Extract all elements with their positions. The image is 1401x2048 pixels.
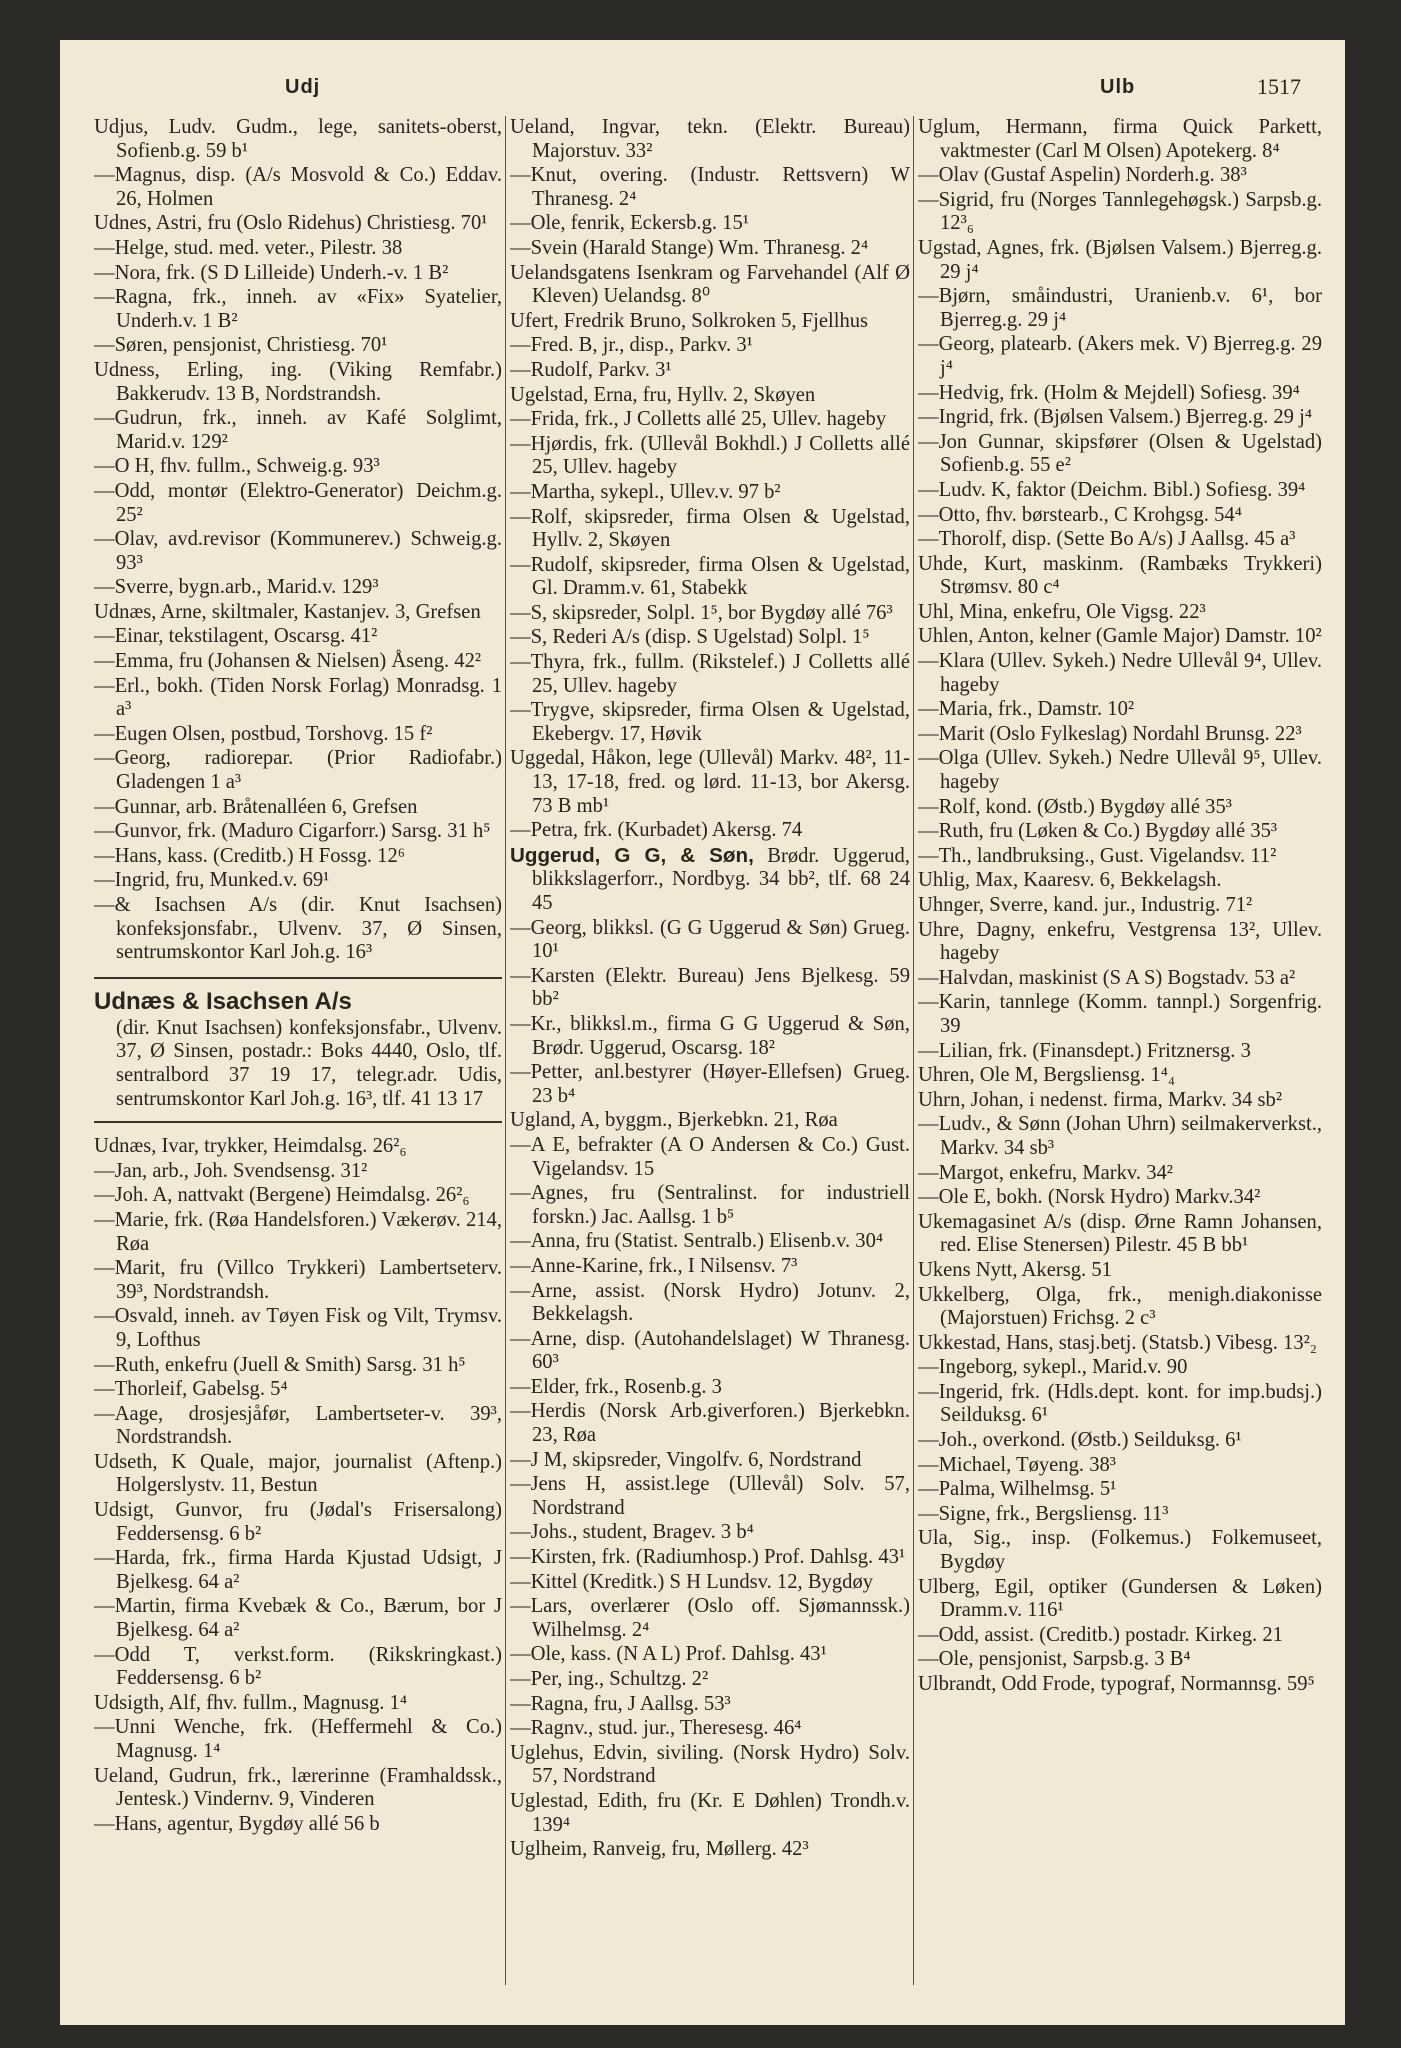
directory-entry: —Ruth, enkefru (Juell & Smith) Sarsg. 31 h⁵: [94, 1353, 466, 1376]
directory-entry: —Per, ing., Schultzg. 2²: [510, 1668, 709, 1690]
directory-entry: —Ludv., & Sønn (Johan Uhrn) seilmakerverkst., Markv. 34 sb³: [918, 1113, 1322, 1159]
directory-entry: —Ole E, bokh. (Norsk Hydro) Markv.34²: [918, 1186, 1261, 1209]
directory-entry: —Olga (Ullev. Sykeh.) Nedre Ullevål 9⁵, Ullev. hageby: [918, 747, 1322, 794]
directory-entry: Ugland, A, byggm., Bjerkebkn. 21, Røa: [510, 1109, 838, 1132]
directory-entry: —Erl., bokh. (Tiden Norsk Forlag) Monradsg. 1 a³: [94, 674, 502, 721]
directory-entry: Ukemagasinet A/s (disp. Ørne Ramn Johansen, red. Elise Stenersen) Pilestr. 45 B bb¹: [918, 1210, 1322, 1257]
directory-entry: Uhnger, Sverre, kand. jur., Industrig. 71²: [918, 894, 1253, 916]
directory-entry: —Georg, radiorepar. (Prior Radiofabr.) Gladengen 1 a³: [94, 747, 502, 794]
directory-entry: —Margot, enkefru, Markv. 34²: [918, 1161, 1173, 1184]
directory-entry: Uhlig, Max, Kaaresv. 6, Bekkelagsh.: [918, 869, 1222, 892]
directory-entry: —Karin, tannlege (Komm. tannpl.) Sorgenfrig. 39: [918, 991, 1322, 1037]
directory-entry: —Ruth, fru (Løken & Co.) Bygdøy allé 35³: [918, 820, 1278, 843]
directory-entry: —J M, skipsreder, Vingolfv. 6, Nordstrand: [510, 1448, 862, 1471]
directory-entry: —Rudolf, skipsreder, firma Olsen & Ugelstad, Gl. Dramm.v. 61, Stabekk: [510, 553, 910, 600]
directory-entry: Uglestad, Edith, fru (Kr. E Døhlen) Trondh.v. 139⁴: [510, 1789, 910, 1836]
directory-entry: —S, skipsreder, Solpl. 1⁵, bor Bygdøy allé 76³: [510, 601, 893, 624]
directory-entry: —Ole, fenrik, Eckersb.g. 15¹: [510, 212, 749, 235]
directory-entry: —Klara (Ullev. Sykeh.) Nedre Ullevål 9⁴, Ullev. hageby: [918, 650, 1322, 696]
entry-list-3: [918, 116, 1322, 1697]
directory-entry: —Ragna, frk., inneh. av «Fix» Syatelier, Underh.v. 1 B²: [94, 286, 502, 332]
directory-entry: —Martin, firma Kvebæk & Co., Bærum, bor J Bjelkesg. 64 a²: [94, 1595, 502, 1642]
directory-entry: —Palma, Wilhelmsg. 5¹: [918, 1478, 1117, 1501]
directory-entry: —Georg, blikksl. (G G Uggerud & Søn) Grueg. 10¹: [510, 916, 910, 963]
directory-entry: —& Isachsen A/s (dir. Knut Isachsen) konfeksjonsfabr., Ulvenv. 37, Ø Sinsen, sentrumskontor Karl Joh.g. 16³: [94, 894, 502, 964]
directory-entry: —Rudolf, Parkv. 3¹: [510, 358, 672, 381]
directory-entry: Ukkestad, Hans, stasj.betj. (Statsb.) Vibesg. 13²₂: [918, 1331, 1317, 1354]
page-number: 1517: [1257, 74, 1301, 99]
directory-entry: Uglum, Hermann, firma Quick Parkett, vaktmester (Carl M Olsen) Apotekerg. 8⁴: [918, 116, 1322, 162]
directory-entry: Ueland, Gudrun, frk., lærerinne (Framhaldssk., Jentesk.) Vindernv. 9, Vinderen: [94, 1764, 502, 1811]
directory-entry: Uglheim, Ranveig, fru, Møllerg. 42³: [510, 1838, 809, 1861]
directory-entry: —Hedvig, frk. (Holm & Mejdell) Sofiesg. 39⁴: [918, 381, 1300, 404]
directory-entry: Ulberg, Egil, optiker (Gundersen & Løken) Dramm.v. 116¹: [918, 1575, 1322, 1622]
directory-entry: Uhlen, Anton, kelner (Gamle Major) Damstr. 10²: [918, 625, 1322, 648]
directory-entry: —Ingrid, fru, Munked.v. 69¹: [94, 869, 330, 892]
directory-entry: —Olav, avd.revisor (Kommunerev.) Schweig.g. 93³: [94, 528, 502, 574]
directory-entry: —Marit (Oslo Fylkeslag) Nordahl Brunsg. 22³: [918, 722, 1302, 745]
column-1: [94, 116, 502, 1985]
firm-description: (dir. Knut Isachsen) konfeksjonsfabr., Ulvenv. 37, Ø Sinsen, postadr.: Boks 4440, Oslo, tlf. sentralbord 37 19 17, telegr.adr. Udis, sentrumskontor Karl Joh.g. 16³, tlf. 41 13 17: [94, 1017, 502, 1123]
directory-entry: Udness, Erling, ing. (Viking Remfabr.) Bakkerudv. 13 B, Nordstrandsh.: [94, 358, 502, 405]
directory-entry: Ula, Sig., insp. (Folkemus.) Folkemuseet, Bygdøy: [918, 1527, 1322, 1574]
directory-entry: —Ole, kass. (N A L) Prof. Dahlsg. 43¹: [510, 1643, 827, 1666]
directory-entry: Uggedal, Håkon, lege (Ullevål) Markv. 48², 11-13, 17-18, fred. og lørd. 11-13, bor Akersg. 73 B mb¹: [510, 747, 910, 817]
directory-entry: —Arne, assist. (Norsk Hydro) Jotunv. 2, Bekkelagsh.: [510, 1279, 910, 1326]
directory-entry: —Ingerid, frk. (Hdls.dept. kont. for imp.budsj.) Seilduksg. 6¹: [918, 1380, 1322, 1427]
directory-entry: —Unni Wenche, frk. (Heffermehl & Co.) Magnusg. 1⁴: [94, 1716, 502, 1762]
directory-entry: —Trygve, skipsreder, firma Olsen & Ugelstad, Ekebergv. 17, Høvik: [510, 699, 910, 745]
entry-list-2b: [510, 917, 910, 1862]
directory-entry: —Joh., overkond. (Østb.) Seilduksg. 6¹: [918, 1429, 1242, 1452]
directory-entry: Udnes, Astri, fru (Oslo Ridehus) Christiesg. 70¹: [94, 212, 488, 235]
directory-entry: —Marie, frk. (Røa Handelsforen.) Vækerøv. 214, Røa: [94, 1208, 502, 1255]
directory-entry: Uhde, Kurt, maskinm. (Rambæks Trykkeri) Strømsv. 80 c⁴: [918, 552, 1322, 599]
directory-entry: Ueland, Ingvar, tekn. (Elektr. Bureau) Majorstuv. 33²: [510, 116, 910, 162]
directory-entry: —Thyra, frk., fullm. (Rikstelef.) J Colletts allé 25, Ullev. hageby: [510, 651, 910, 697]
directory-entry: Ukens Nytt, Akersg. 51: [918, 1258, 1112, 1281]
directory-entry: —Jon Gunnar, skipsfører (Olsen & Ugelstad) Sofienb.g. 55 e²: [918, 430, 1322, 477]
directory-entry: —Georg, platearb. (Akers mek. V) Bjerreg.g. 29 j⁴: [918, 333, 1322, 379]
directory-entry: —Eugen Olsen, postbud, Torshovg. 15 f²: [94, 722, 433, 745]
directory-entry: —Petra, frk. (Kurbadet) Akersg. 74: [510, 819, 803, 842]
directory-entry: —Bjørn, småindustri, Uranienb.v. 6¹, bor Bjerreg.g. 29 j⁴: [918, 285, 1322, 331]
directory-entry: —Ingrid, frk. (Bjølsen Valsem.) Bjerreg.g. 29 j⁴: [918, 406, 1313, 429]
column-divider: [505, 116, 506, 1985]
directory-entry: —Thorleif, Gabelsg. 5⁴: [94, 1378, 288, 1401]
header-left-keyword: Udj: [285, 76, 321, 98]
directory-entry: —Osvald, inneh. av Tøyen Fisk og Vilt, Trymsv. 9, Lofthus: [94, 1305, 502, 1351]
directory-entry: Uhre, Dagny, enkefru, Vestgrensa 13², Ullev. hageby: [918, 918, 1322, 965]
entry-list-1: [94, 116, 502, 965]
directory-entry: —Harda, frk., firma Harda Kjustad Udsigt, J Bjelkesg. 64 a²: [94, 1547, 502, 1593]
firm-advertisement: [94, 977, 502, 1123]
directory-entry: —Rolf, kond. (Østb.) Bygdøy allé 35³: [918, 795, 1232, 818]
directory-entry: —Gunvor, frk. (Maduro Cigarforr.) Sarsg. 31 h⁵: [94, 820, 491, 843]
header-right-keyword: Ulb: [1100, 76, 1136, 98]
entry-list-1b: [94, 1135, 502, 1836]
bold-firm-entry: [510, 844, 910, 916]
column-3: [918, 116, 1322, 1985]
directory-entry: Udsigth, Alf, fhv. fullm., Magnusg. 1⁴: [94, 1691, 408, 1714]
directory-entry: Uhrn, Johan, i nedenst. firma, Markv. 34 sb²: [918, 1088, 1283, 1111]
directory-entry: —Magnus, disp. (A/s Mosvold & Co.) Eddav. 26, Holmen: [94, 164, 502, 210]
firm-name: Udnæs & Isachsen A/s: [94, 977, 502, 1017]
directory-entry: —Odd, montør (Elektro-Generator) Deichm.g. 25²: [94, 479, 502, 526]
directory-entry: —Anne-Karine, frk., I Nilsensv. 7³: [510, 1254, 798, 1277]
directory-entry: Udjus, Ludv. Gudm., lege, sanitets-oberst, Sofienb.g. 59 b¹: [94, 116, 502, 162]
bold-firm-name: Uggerud, G G, & Søn,: [510, 843, 754, 867]
directory-entry: —Odd T, verkst.form. (Rikskringkast.) Feddersensg. 6 b²: [94, 1643, 502, 1690]
directory-entry: —Lilian, frk. (Finansdept.) Fritznersg. 3: [918, 1039, 1251, 1062]
directory-entry: —Rolf, skipsreder, firma Olsen & Ugelstad, Hyllv. 2, Skøyen: [510, 505, 910, 552]
directory-entry: —Arne, disp. (Autohandelslaget) W Thranesg. 60³: [510, 1327, 910, 1374]
directory-entry: Udnæs, Ivar, trykker, Heimdalsg. 26²₆: [94, 1135, 407, 1158]
directory-entry: —Elder, frk., Rosenb.g. 3: [510, 1375, 722, 1398]
directory-entry: —S, Rederi A/s (disp. S Ugelstad) Solpl. 1⁵: [510, 626, 870, 649]
directory-entry: Uhren, Ole M, Bergsliensg. 1⁴₄: [918, 1064, 1176, 1087]
directory-entry: —Th., landbruksing., Gust. Vigelandsv. 11²: [918, 844, 1277, 867]
directory-entry: —Maria, frk., Damstr. 10²: [918, 698, 1135, 721]
directory-entry: Uhl, Mina, enkefru, Ole Vigsg. 22³: [918, 600, 1206, 623]
directory-entry: —Knut, overing. (Industr. Rettsvern) W Thranesg. 2⁴: [510, 164, 910, 210]
column-2: [510, 116, 910, 1985]
directory-entry: —Lars, overlærer (Oslo off. Sjømannssk.) Wilhelmsg. 2⁴: [510, 1595, 910, 1641]
directory-entry: —Jens H, assist.lege (Ullevål) Solv. 57, Nordstrand: [510, 1473, 910, 1519]
directory-entry: —Søren, pensjonist, Christiesg. 70¹: [94, 334, 388, 357]
directory-entry: Ufert, Fredrik Bruno, Solkroken 5, Fjellhus: [510, 309, 869, 332]
directory-entry: —Aage, drosjesjåfør, Lambertseter-v. 39³, Nordstrandsh.: [94, 1402, 502, 1449]
directory-entry: —Sverre, bygn.arb., Marid.v. 129³: [94, 576, 379, 599]
directory-entry: Uglehus, Edvin, siviling. (Norsk Hydro) Solv. 57, Nordstrand: [510, 1741, 910, 1788]
directory-entry: Ugelstad, Erna, fru, Hyllv. 2, Skøyen: [510, 383, 816, 406]
directory-entry: —Olav (Gustaf Aspelin) Norderh.g. 38³: [918, 164, 1247, 187]
directory-entry: —Martha, sykepl., Ullev.v. 97 b²: [510, 480, 781, 503]
directory-entry: —Fred. B, jr., disp., Parkv. 3¹: [510, 334, 753, 357]
directory-entry: —Thorolf, disp. (Sette Bo A/s) J Aallsg. 45 a³: [918, 528, 1296, 551]
directory-page: [60, 40, 1345, 2025]
directory-entry: —Gunnar, arb. Bråtenalléen 6, Grefsen: [94, 795, 418, 818]
directory-entry: Udnæs, Arne, skiltmaler, Kastanjev. 3, Grefsen: [94, 600, 481, 623]
directory-entry: —Nora, frk. (S D Lilleide) Underh.-v. 1 B²: [94, 261, 449, 284]
directory-entry: —Hjørdis, frk. (Ullevål Bokhdl.) J Colletts allé 25, Ullev. hageby: [510, 432, 910, 479]
directory-entry: —Agnes, fru (Sentralinst. for industriell forskn.) Jac. Aallsg. 1 b⁵: [510, 1182, 910, 1228]
directory-entry: —Michael, Tøyeng. 38³: [918, 1453, 1116, 1476]
directory-entry: Ugstad, Agnes, frk. (Bjølsen Valsem.) Bjerreg.g. 29 j⁴: [918, 236, 1322, 283]
directory-entry: —Jan, arb., Joh. Svendsensg. 31²: [94, 1159, 368, 1182]
directory-entry: —Odd, assist. (Creditb.) postadr. Kirkeg. 21: [918, 1623, 1283, 1646]
directory-entry: —Ole, pensjonist, Sarpsb.g. 3 B⁴: [918, 1648, 1191, 1671]
directory-entry: —Kirsten, frk. (Radiumhosp.) Prof. Dahlsg. 43¹: [510, 1546, 906, 1569]
directory-entry: —O H, fhv. fullm., Schweig.g. 93³: [94, 455, 380, 478]
bold-firm-details: Brødr. Uggerud, blikkslagerforr., Nordbyg. 34 bb², tlf. 68 24 45: [532, 844, 910, 914]
column-divider: [913, 116, 914, 1985]
directory-entry: —Kittel (Kreditk.) S H Lundsv. 12, Bygdøy: [510, 1570, 874, 1593]
directory-entry: Udsigt, Gunvor, fru (Jødal's Frisersalong) Feddersensg. 6 b²: [94, 1499, 502, 1545]
directory-entry: —Hans, kass. (Creditb.) H Fossg. 12⁶: [94, 844, 405, 867]
directory-entry: —Ludv. K, faktor (Deichm. Bibl.) Sofiesg. 39⁴: [918, 478, 1306, 501]
directory-entry: —Petter, anl.bestyrer (Høyer-Ellefsen) Grueg. 23 b⁴: [510, 1061, 910, 1107]
directory-entry: —A E, befrakter (A O Andersen & Co.) Gust. Vigelandsv. 15: [510, 1133, 910, 1180]
directory-entry: —Helge, stud. med. veter., Pilestr. 38: [94, 236, 403, 259]
entry-list-2: [510, 116, 910, 843]
directory-entry: —Frida, frk., J Colletts allé 25, Ullev. hageby: [510, 408, 887, 431]
directory-entry: —Emma, fru (Johansen & Nielsen) Åseng. 42²: [94, 650, 482, 673]
directory-entry: —Hans, agentur, Bygdøy allé 56 b: [94, 1812, 380, 1835]
directory-entry: —Joh. A, nattvakt (Bergene) Heimdalsg. 26²₆: [94, 1184, 470, 1207]
directory-entry: —Herdis (Norsk Arb.giverforen.) Bjerkebkn. 23, Røa: [510, 1400, 910, 1447]
directory-entry: Uelandsgatens Isenkram og Farvehandel (Alf Ø Kleven) Uelandsg. 8⁰: [510, 261, 910, 308]
directory-entry: —Marit, fru (Villco Trykkeri) Lambertseterv. 39³, Nordstrandsh.: [94, 1257, 502, 1303]
directory-entry: —Otto, fhv. børstearb., C Krohgsg. 54⁴: [918, 503, 1242, 526]
directory-entry: —Ingeborg, sykepl., Marid.v. 90: [918, 1356, 1188, 1379]
directory-entry: —Kr., blikksl.m., firma G G Uggerud & Søn, Brødr. Uggerud, Oscarsg. 18²: [510, 1012, 910, 1059]
directory-entry: —Johs., student, Bragev. 3 b⁴: [510, 1521, 754, 1544]
directory-entry: Udseth, K Quale, major, journalist (Aftenp.) Holgerslystv. 11, Bestun: [94, 1450, 502, 1497]
directory-entry: —Svein (Harald Stange) Wm. Thranesg. 2⁴: [510, 236, 869, 259]
directory-entry: —Signe, frk., Bergsliensg. 11³: [918, 1502, 1169, 1525]
directory-entry: —Halvdan, maskinist (S A S) Bogstadv. 53 a²: [918, 966, 1296, 989]
directory-entry: —Sigrid, fru (Norges Tannlegehøgsk.) Sarpsb.g. 12³₆: [918, 188, 1322, 235]
directory-entry: —Ragna, fru, J Aallsg. 53³: [510, 1692, 731, 1715]
directory-entry: —Gudrun, frk., inneh. av Kafé Solglimt, Marid.v. 129²: [94, 407, 502, 453]
directory-entry: —Karsten (Elektr. Bureau) Jens Bjelkesg. 59 bb²: [510, 964, 910, 1011]
directory-entry: —Einar, tekstilagent, Oscarsg. 41²: [94, 625, 378, 648]
directory-entry: Ulbrandt, Odd Frode, typograf, Normannsg. 59⁵: [918, 1673, 1315, 1695]
directory-entry: —Ragnv., stud. jur., Theresesg. 46⁴: [510, 1717, 802, 1740]
directory-entry: —Anna, fru (Statist. Sentralb.) Elisenb.v. 30⁴: [510, 1230, 884, 1253]
directory-entry: Ukkelberg, Olga, frk., menigh.diakonisse (Majorstuen) Frichsg. 2 c³: [918, 1283, 1322, 1330]
